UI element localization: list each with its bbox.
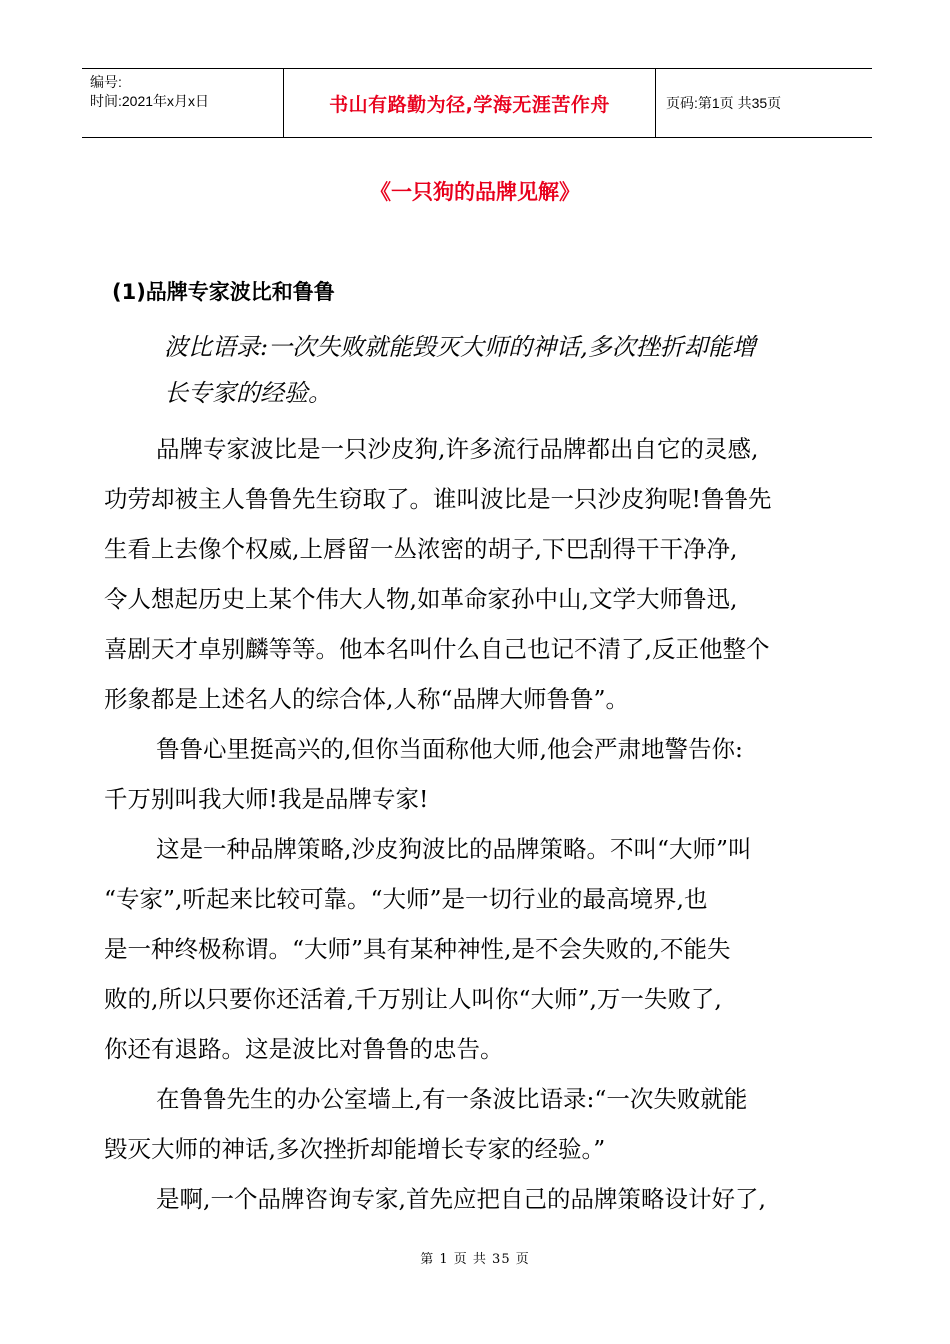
- body-line: 败的,所以只要你还活着,千万别让人叫你“大师”,万一失败了,: [104, 985, 722, 1013]
- body-line: 鲁鲁心里挺高兴的,但你当面称他大师,他会严肃地警告你:: [156, 735, 743, 763]
- body-line: 功劳却被主人鲁鲁先生窃取了。谁叫波比是一只沙皮狗呢!鲁鲁先: [104, 485, 772, 513]
- body-text: [104, 424, 854, 1224]
- body-line: 是啊,一个品牌咨询专家,首先应把自己的品牌策略设计好了,: [156, 1185, 766, 1213]
- body-line: 令人想起历史上某个伟大人物,如革命家孙中山,文学大师鲁迅,: [104, 585, 738, 613]
- motto-text: 书山有路勤为径,学海无涯苦作舟: [329, 93, 610, 116]
- body-line: 毁灭大师的神话,多次挫折却能增长专家的经验。”: [104, 1135, 606, 1163]
- page-info: 页码:第1页 共35页: [666, 95, 782, 111]
- quote-line: 长专家的经验。: [164, 379, 332, 407]
- body-line: 千万别叫我大师!我是品牌专家!: [104, 785, 429, 813]
- body-line: 在鲁鲁先生的办公室墙上,有一条波比语录:“一次失败就能: [156, 1085, 748, 1113]
- quote-line: 波比语录:一次失败就能毁灭大师的神话,多次挫折却能增: [164, 333, 756, 361]
- body-line: 喜剧天才卓别麟等等。他本名叫什么自己也记不清了,反正他整个: [104, 635, 770, 663]
- header-meta-cell: [82, 69, 284, 137]
- body-line: 品牌专家波比是一只沙皮狗,许多流行品牌都出自它的灵感,: [156, 435, 759, 463]
- quote-block: [164, 324, 864, 416]
- number-label: 编号:: [90, 74, 122, 90]
- time-label: 时间:2021年x月x日: [90, 93, 210, 109]
- body-line: “专家”,听起来比较可靠。“大师”是一切行业的最高境界,也: [104, 885, 708, 913]
- body-line: 是一种终极称谓。“大师”具有某种神性,是不会失败的,不能失: [104, 935, 731, 963]
- document-title: 《一只狗的品牌见解》: [370, 180, 580, 204]
- header-motto-cell: [284, 69, 656, 137]
- body-line: 这是一种品牌策略,沙皮狗波比的品牌策略。不叫“大师”叫: [156, 835, 752, 863]
- page-footer: 第 1 页 共 35 页: [420, 1252, 530, 1267]
- body-line: 你还有退路。这是波比对鲁鲁的忠告。: [104, 1035, 504, 1063]
- body-line: 形象都是上述名人的综合体,人称“品牌大师鲁鲁”。: [104, 685, 629, 713]
- section-heading: (1)品牌专家波比和鲁鲁: [112, 280, 335, 304]
- body-line: 生看上去像个权威,上唇留一丛浓密的胡子,下巴刮得干干净净,: [104, 535, 738, 563]
- header-page-cell: [656, 69, 872, 137]
- header-table: [82, 68, 872, 138]
